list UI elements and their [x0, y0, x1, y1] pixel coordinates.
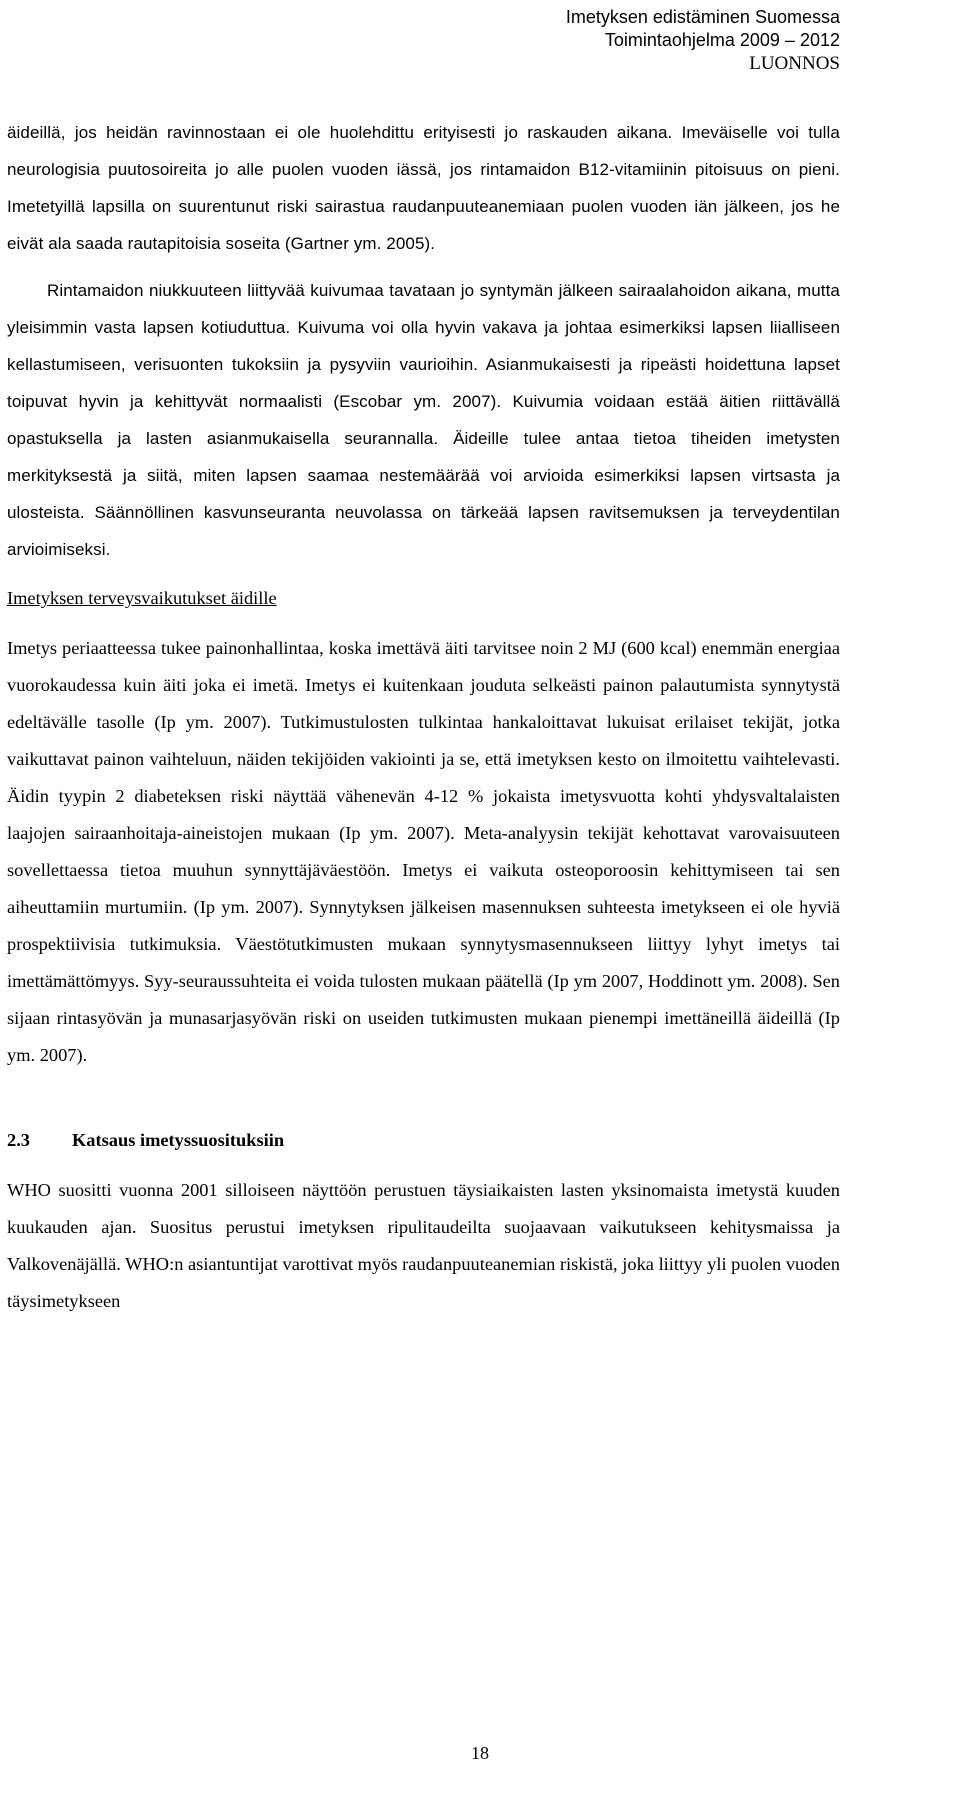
paragraph-vitamin-iron: äideillä, jos heidän ravinnostaan ei ole huolehdittu erityisesti jo raskauden aikana. Imeväiselle voi tulla neurologisia puutosoireita jo alle puolen vuoden iässä, jos rintamaidon B12-vitamiinin pitoisuus on pieni. Imetetyillä lapsilla on suurentunut riski sairastua raudanpuuteanemiaan puolen vuoden iän jälkeen, jos he eivät ala saada rautapitoisia soseita (Gartner ym. 2005).	[7, 123, 840, 253]
paragraph-maternal-effects: Imetys periaatteessa tukee painonhallintaa, koska imettävä äiti tarvitsee noin 2 MJ (600 kcal) enemmän energiaa vuorokaudessa kuin äiti joka ei imetä. Imetys ei kuitenkaan jouduta selkeästi painon palautumista synnytystä edeltävälle tasolle (Ip ym. 2007). Tutkimustulosten tulkintaa hankaloittavat lukuisat erilaiset tekijät, jotka vaikuttavat painon vaihteluun, näiden tekijöiden vakiointi ja se, että imetyksen kesto on ilmoitettu vaihtelevasti. Äidin tyypin 2 diabeteksen riski näyttää vähenevän 4-12 % jokaista imetysvuotta kohti yhdysvaltalaisten laajojen sairaanhoitaja-aineistojen mukaan (Ip ym. 2007). Meta-analyysin tekijät kehottavat varovaisuuteen sovellettaessa tietoa muuhun synnyttäjäväestöön. Imetys ei vaikuta osteoporoosin kehittymiseen tai sen aiheuttamiin murtumiin. (Ip ym. 2007). Synnytyksen jälkeisen masennuksen suhteesta imetykseen ei ole hyviä prospektiivisia tutkimuksia. Väestötutkimusten mukaan synnytysmasennukseen liittyy lyhyt imetys tai imettämättömyys. Syy-seuraussuhteita ei voida tulosten mukaan päätellä (Ip ym 2007, Hoddinott ym. 2008). Sen sijaan rintasyövän ja munasarjasyövän riski on useiden tutkimusten mukaan pienempi imettäneillä äideillä (Ip ym. 2007).	[7, 638, 840, 1065]
section-heading	[7, 1122, 840, 1159]
page-body	[7, 114, 840, 1320]
section-number: 2.3	[7, 1130, 30, 1150]
subheading-maternal-health-effects: Imetyksen terveysvaikutukset äidille	[7, 588, 277, 608]
header-document-title: Imetyksen edistäminen Suomessa	[565, 7, 840, 27]
header-program-period: Toimintaohjelma 2009 – 2012	[604, 30, 840, 50]
running-header	[566, 6, 840, 75]
page-number: 18	[471, 1743, 489, 1763]
header-draft-label: LUONNOS	[749, 53, 840, 74]
section-title: Katsaus imetyssuosituksiin	[72, 1130, 285, 1150]
paragraph-dehydration: Rintamaidon niukkuuteen liittyvää kuivumaa tavataan jo syntymän jälkeen sairaalahoidon aikana, mutta yleisimmin vasta lapsen kotiuduttua. Kuivuma voi olla hyvin vakava ja johtaa esimerkiksi lapsen liialliseen kellastumiseen, verisuonten tukoksiin ja pysyviin vaurioihin. Asianmukaisesti ja ripeästi hoidettuna lapset toipuvat hyvin ja kehittyvät normaalisti (Escobar ym. 2007). Kuivumia voidaan estää äitien riittävällä opastuksella ja lasten asianmukaisella seurannalla. Äideille tulee antaa tietoa tiheiden imetysten merkityksestä ja siitä, miten lapsen saamaa nestemäärää voi arvioida esimerkiksi lapsen virtsasta ja ulosteista. Säännöllinen kasvunseuranta neuvolassa on tärkeää lapsen ravitsemuksen ja terveydentilan arvioimiseksi.	[7, 281, 840, 559]
paragraph-who-recommendation: WHO suositti vuonna 2001 silloiseen näyttöön perustuen täysiaikaisten lasten yksinomaista imetystä kuuden kuukauden ajan. Suositus perustui imetyksen ripulitaudeilta suojaavaan vaikutukseen kehitysmaissa ja Valkovenäjällä. WHO:n asiantuntijat varottivat myös raudanpuuteanemian riskistä, joka liittyy yli puolen vuoden täysimetykseen	[7, 1180, 840, 1311]
